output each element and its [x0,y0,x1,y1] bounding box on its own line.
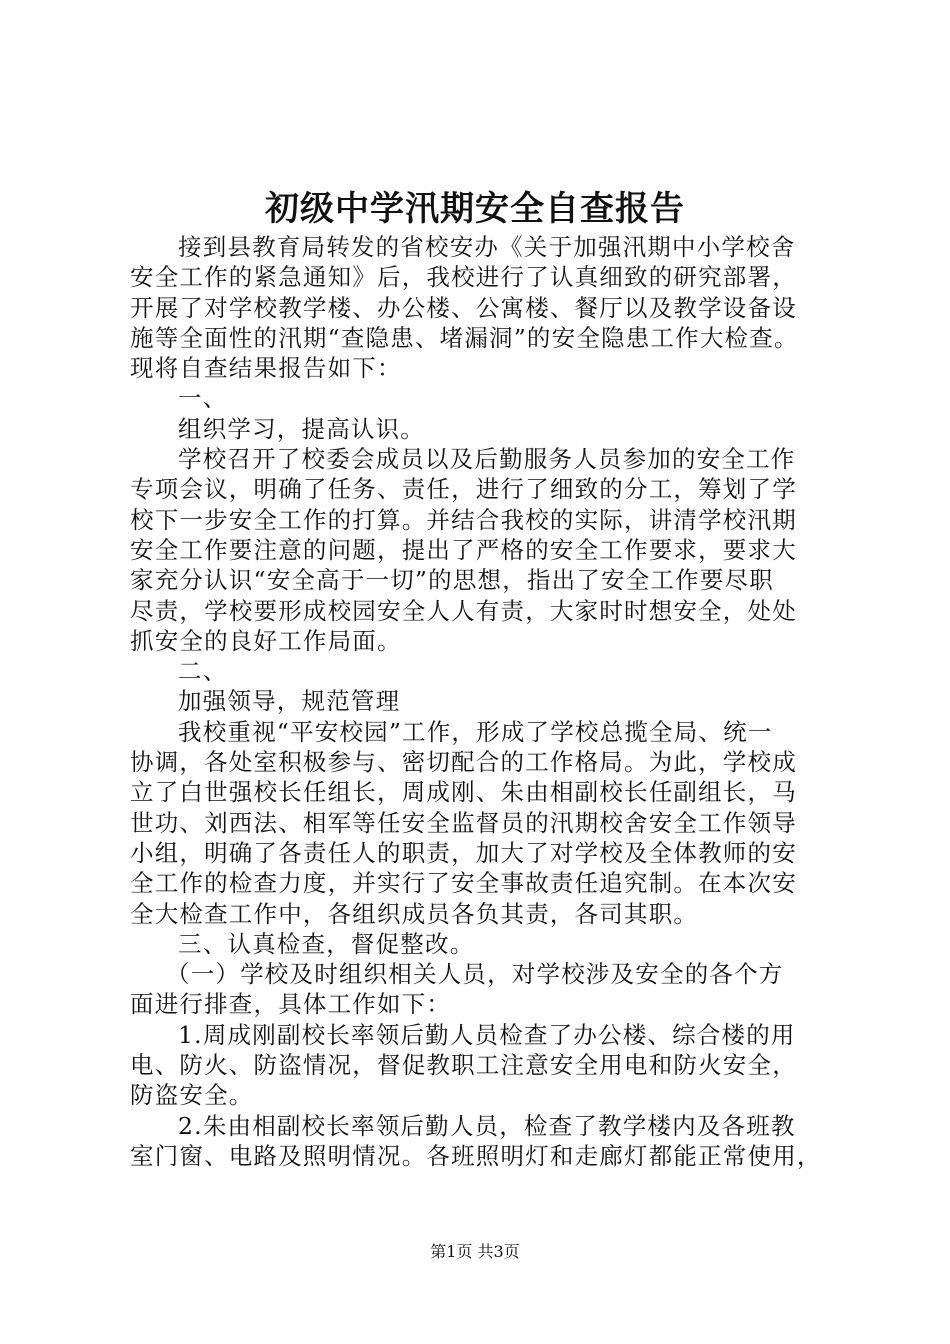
body-line: 立了白世强校长任组长，周成刚、朱由相副校长任副组长，马 [130,778,797,807]
section-number: 一、 [178,384,228,413]
body-line: 安全工作要注意的问题，提出了严格的安全工作要求，要求大 [130,535,797,564]
body-line: 全大检查工作中，各组织成员各负其责，各司其职。 [130,899,699,928]
body-line: 接到县教育局转发的省校安办《关于加强汛期中小学校舍 [178,233,796,261]
document-title: 初级中学汛期安全自查报告 [265,189,685,229]
body-line: 家充分认识“安全高于一切”的思想，指出了安全工作要尽职 [130,566,774,595]
body-line: 世功、刘西法、相军等任安全监督员的汛期校舍安全工作领导 [130,808,797,837]
body-line: 小组，明确了各责任人的职责，加大了对学校及全体教师的安 [130,838,797,867]
section-heading: 加强领导，规范管理 [178,687,401,716]
page-footer: 第1页 共3页 [430,1242,520,1261]
list-item: 1.周成刚副校长率领后勤人员检查了办公楼、综合楼的用 [178,1020,796,1049]
body-line: 现将自查结果报告如下： [130,354,402,383]
body-line: 协调，各处室积极参与、密切配合的工作格局。为此，学校成 [130,748,797,777]
body-line: 抓安全的良好工作局面。 [130,626,402,655]
section-heading: 组织学习，提高认识。 [178,414,425,443]
body-line: 尽责，学校要形成校园安全人人有责，大家时时想安全，处处 [130,596,797,625]
body-line: （一）学校及时组织相关人员，对学校涉及安全的各个方 [166,960,784,989]
body-line: 专项会议，明确了任务、责任，进行了细致的分工，筹划了学 [130,475,797,504]
body-line: 学校召开了校委会成员以及后勤服务人员参加的安全工作 [178,445,796,474]
body-line: 安全工作的紧急通知》后，我校进行了认真细致的研究部署， [130,263,797,292]
body-line: 防盗安全。 [130,1081,254,1110]
section-heading: 三、认真检查，督促整改。 [178,929,475,958]
body-line: 室门窗、电路及照明情况。各班照明灯和走廊灯都能正常使用， [130,1141,822,1170]
list-item: 2.朱由相副校长率领后勤人员，检查了教学楼内及各班教 [178,1111,796,1140]
body-line: 全工作的检查力度，并实行了安全事故责任追究制。在本次安 [130,869,797,898]
body-line: 我校重视“平安校园”工作，形成了学校总揽全局、统一 [178,717,773,746]
section-number: 二、 [178,657,228,686]
document-body [130,232,830,1171]
body-line: 开展了对学校教学楼、办公楼、公寓楼、餐厅以及教学设备设 [130,293,797,322]
body-line: 校下一步安全工作的打算。并结合我校的实际，讲清学校汛期 [130,505,797,534]
body-line: 面进行排查，具体工作如下： [130,990,452,1019]
body-line: 施等全面性的汛期“查隐患、堵漏洞”的安全隐患工作大检查。 [130,323,799,352]
body-line: 电、防火、防盗情况，督促教职工注意安全用电和防火安全， [130,1051,797,1080]
